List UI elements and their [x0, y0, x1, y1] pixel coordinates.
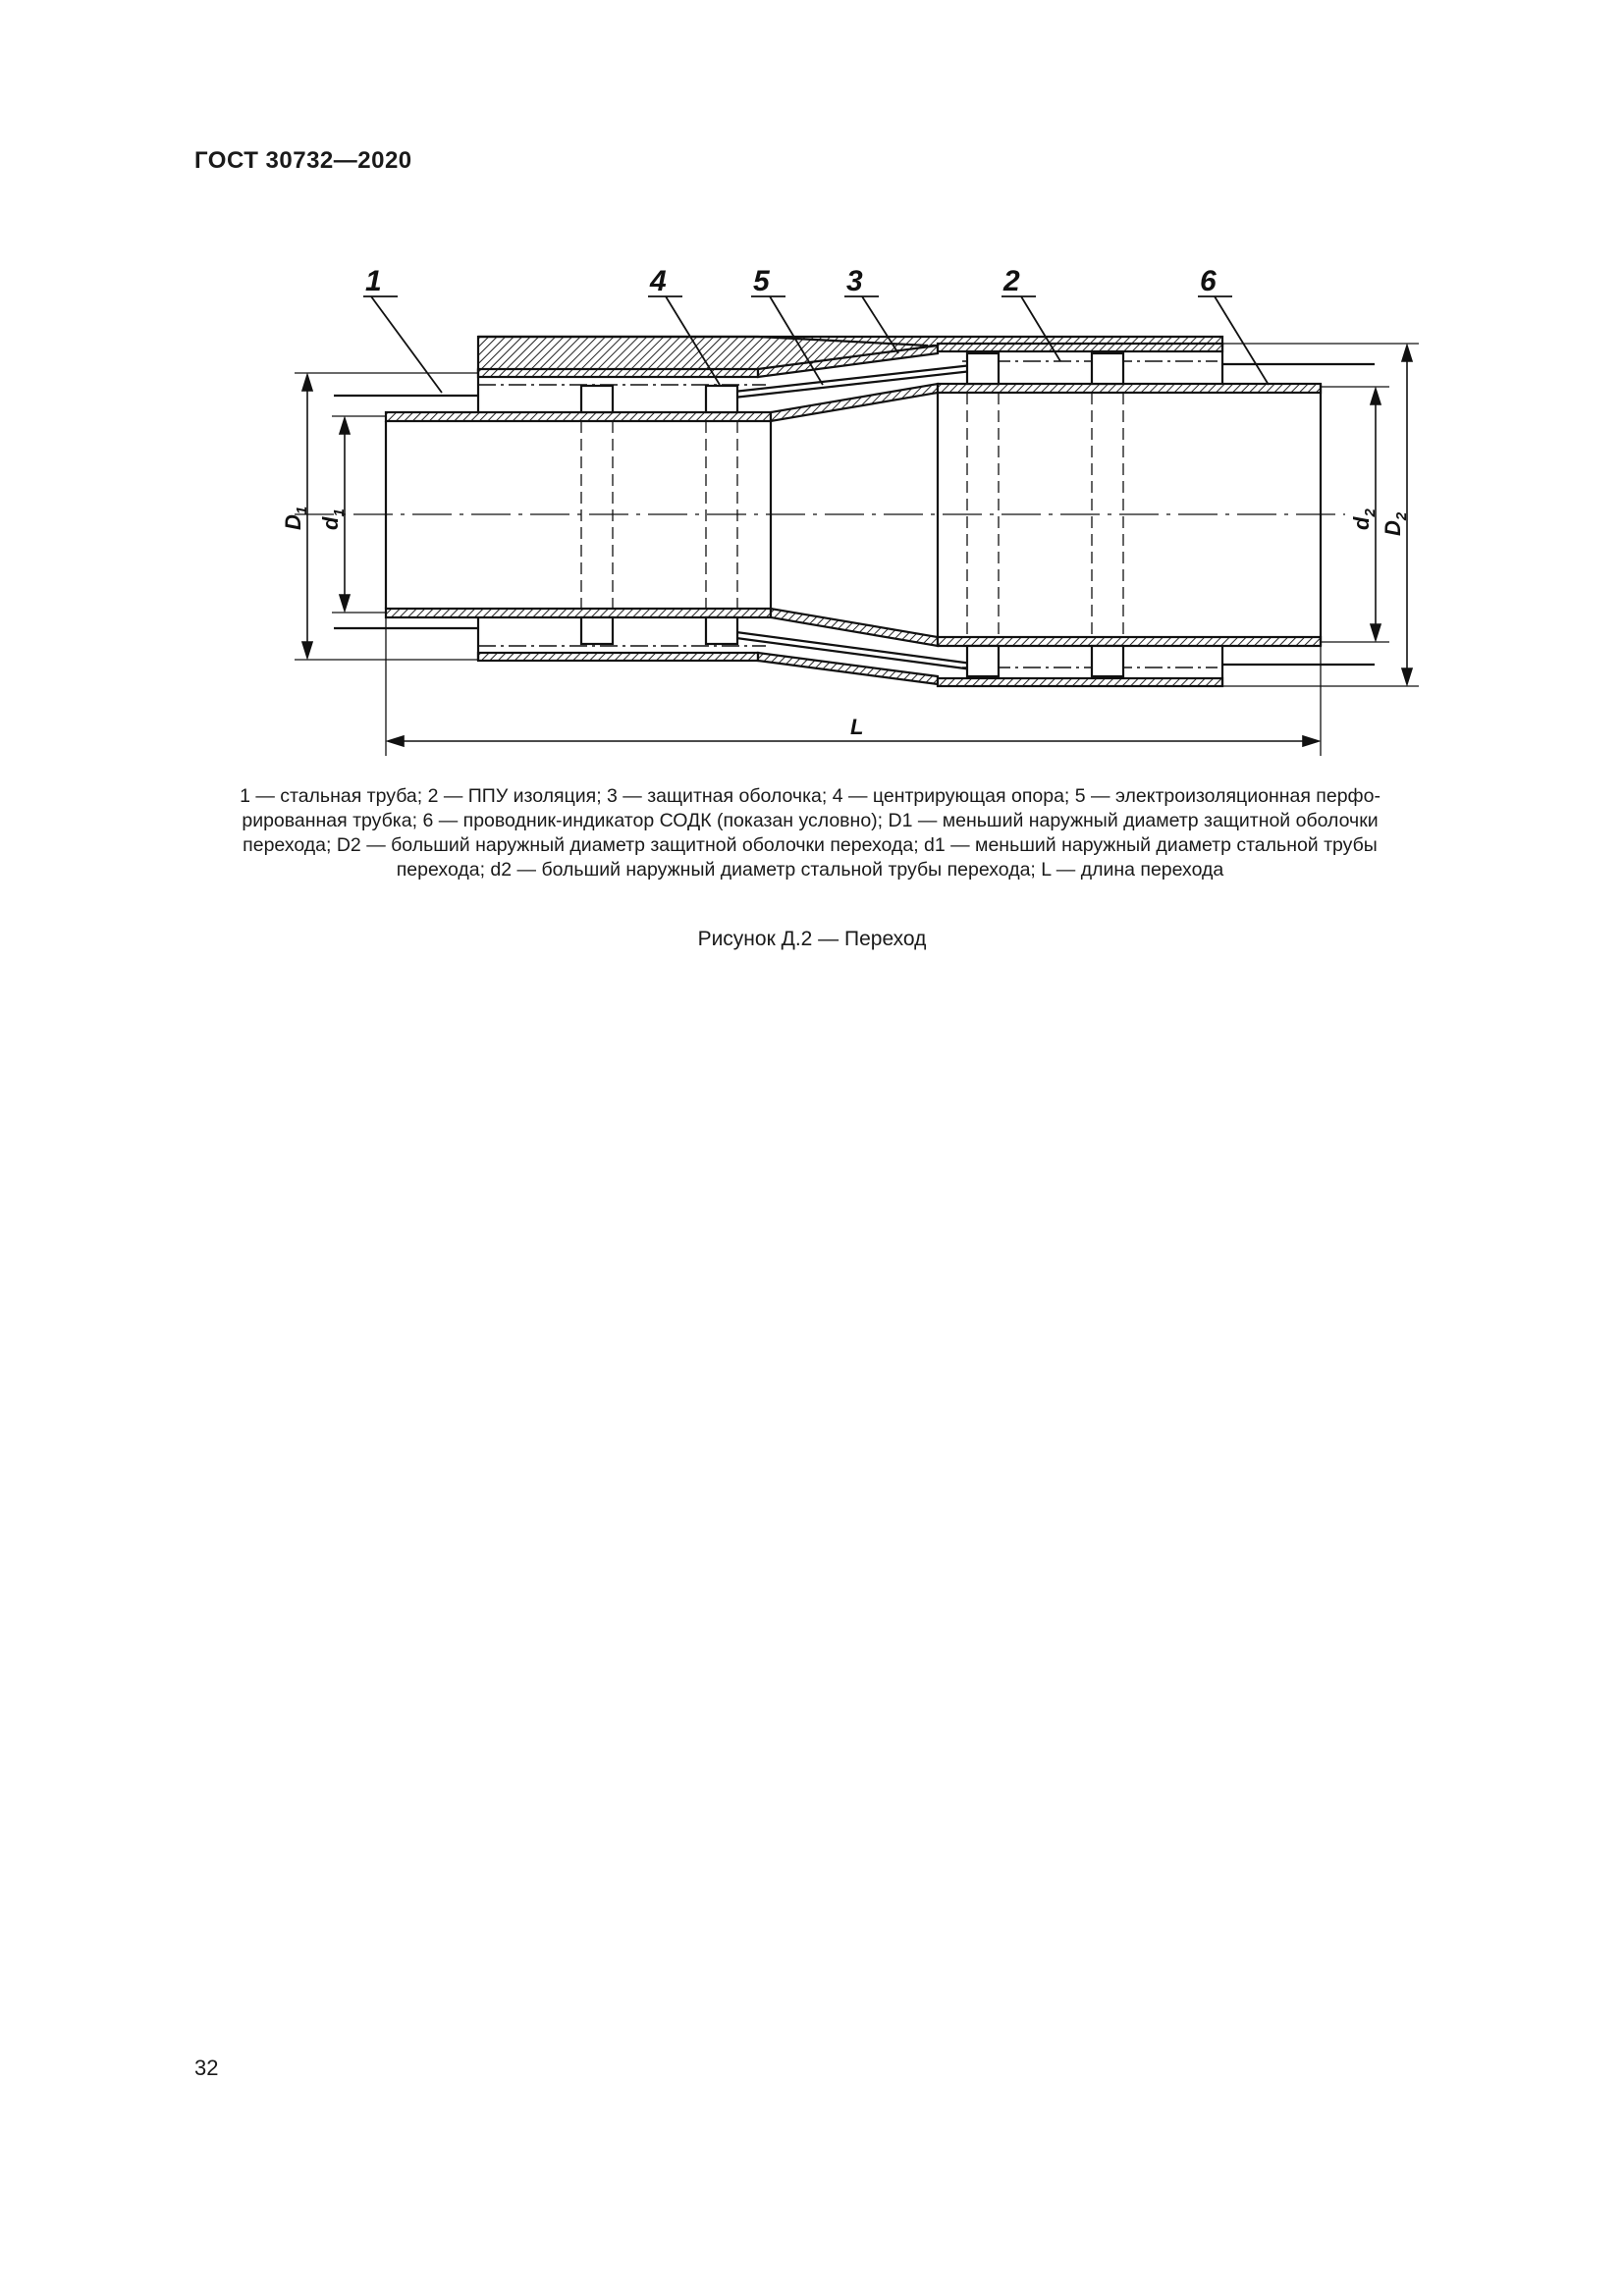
callout-1: 6: [1200, 265, 1217, 297]
callout-6: 1: [365, 265, 382, 297]
callout-5: 5: [753, 265, 770, 297]
page-number: 32: [194, 2056, 219, 2080]
legend-line-3: перехода; D2 — больший наружный диаметр защитной оболочки перехода; d1 — меньший наружный диаметр стальной трубы: [243, 834, 1378, 856]
legend-line-2: рированная трубка; 6 — проводник-индикатор СОДК (показан условно); D1 — меньший наружный диаметр защитной оболочки: [242, 810, 1379, 831]
dim-label-L: L: [850, 715, 864, 739]
dim-label-D1: $D_1$: [281, 506, 310, 530]
dim-label-D2: $D_2$: [1380, 511, 1410, 536]
callout-4: 4: [650, 265, 667, 297]
legend-line-1: 1 — стальная труба; 2 — ППУ изоляция; 3 — защитная оболочка; 4 — центрирующая опора; 5 — электроизоляционная перфо-: [240, 785, 1380, 807]
pipe-transition-drawing: [0, 0, 1624, 785]
document-header: ГОСТ 30732—2020: [194, 147, 412, 174]
figure-caption: Рисунок Д.2 — Переход: [697, 928, 927, 950]
dim-label-d2: $d_2$: [1349, 508, 1379, 530]
dim-label-d1: $d_1$: [318, 508, 348, 530]
figure-legend: [187, 784, 1434, 882]
callout-2: 2: [1003, 265, 1020, 297]
callout-3: 3: [846, 265, 863, 297]
legend-line-4: перехода; d2 — больший наружный диаметр стальной трубы перехода; L — длина перехода: [396, 859, 1224, 881]
